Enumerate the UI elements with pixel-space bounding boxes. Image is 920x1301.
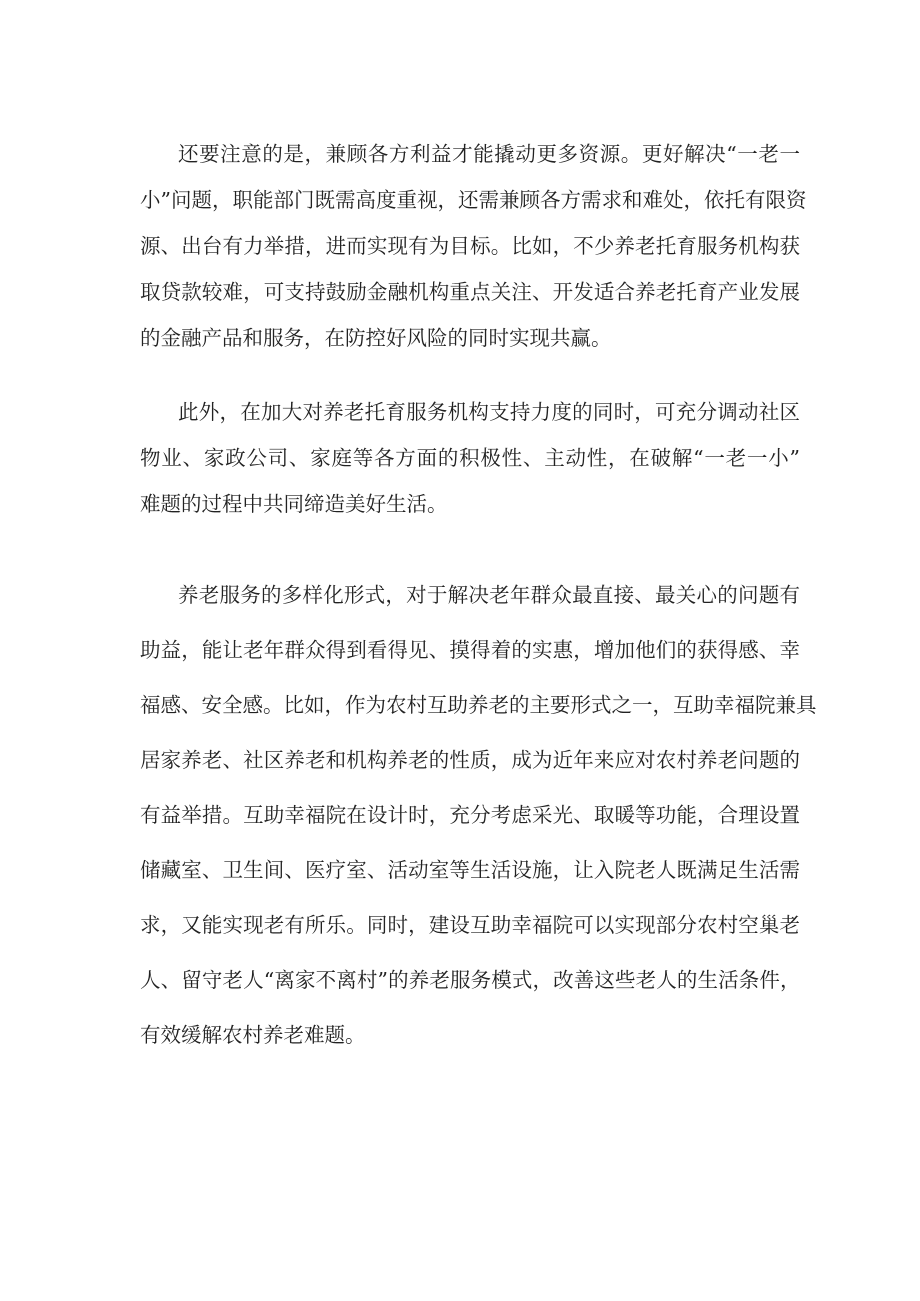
text-line: 人、留守老人“离家不离村”的养老服务模式，改善这些老人的生活条件， [140,968,801,992]
text-line: 有效缓解农村养老难题。 [140,1023,366,1047]
text-line: 储藏室、卫生间、医疗室、活动室等生活设施，让入院老人既满足生活需 [140,858,801,882]
text-line: 居家养老、社区养老和机构养老的性质，成为近年来应对农村养老问题的 [140,748,801,772]
text-line: 物业、家政公司、家庭等各方面的积极性、主动性，在破解“一老一小” [140,446,801,470]
text-line: 求，又能实现老有所乐。同时，建设互助幸福院可以实现部分农村空巢老 [140,913,801,937]
text-line: 取贷款较难，可支持鼓励金融机构重点关注、开发适合养老托育产业发展 [140,280,801,304]
text-line: 助益，能让老年群众得到看得见、摸得着的实惠，增加他们的获得感、幸 [140,638,801,662]
text-line: 的金融产品和服务，在防控好风险的同时实现共赢。 [140,326,612,350]
text-line: 还要注意的是，兼顾各方利益才能撬动更多资源。更好解决“一老一 [178,142,801,166]
text-line: 养老服务的多样化形式，对于解决老年群众最直接、最关心的问题有 [178,583,801,607]
text-line: 此外，在加大对养老托育服务机构支持力度的同时，可充分调动社区 [178,400,801,424]
text-line: 有益举措。互助幸福院在设计时，充分考虑采光、取暖等功能，合理设置 [140,803,801,827]
text-line: 源、出台有力举措，进而实现有为目标。比如，不少养老托育服务机构获 [140,234,801,258]
text-line: 难题的过程中共同缔造美好生活。 [140,492,448,516]
text-line: 小”问题，职能部门既需高度重视，还需兼顾各方需求和难处，依托有限资 [140,188,807,212]
text-line: 福感、安全感。比如，作为农村互助养老的主要形式之一，互助幸福院兼具 [140,693,817,717]
